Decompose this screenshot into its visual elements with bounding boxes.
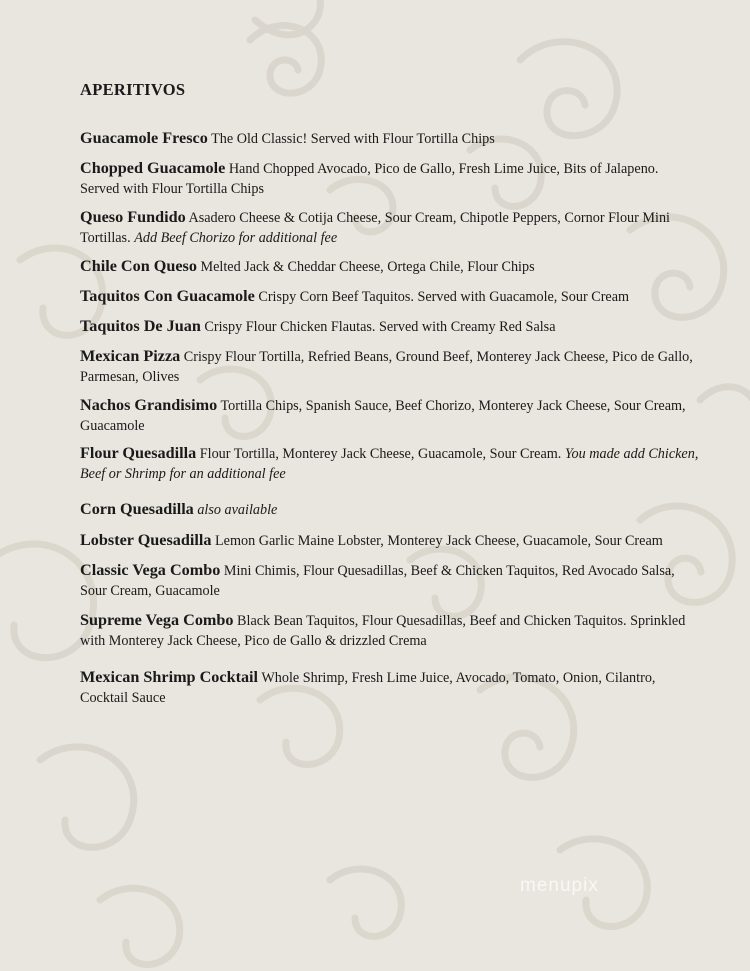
item-name: Supreme Vega Combo [80, 611, 234, 629]
item-note: Add Beef Chorizo for additional fee [134, 230, 338, 246]
item-name: Mexican Shrimp Cocktail [80, 668, 259, 686]
item-name: Chile Con Queso [80, 257, 197, 275]
menu-item-guacamole-fresco [80, 128, 700, 149]
item-description: Hand Chopped Avocado, Pico de Gallo, Fresh Lime Juice, Bits of Jalapeno. Served with Flour Tortilla Chips [80, 161, 659, 197]
item-name: Classic Vega Combo [80, 561, 221, 579]
menu-item-classic-vega-combo [80, 560, 700, 601]
item-description: The Old Classic! Served with Flour Tortilla Chips [211, 131, 495, 147]
item-description: Crispy Flour Chicken Flautas. Served with Creamy Red Salsa [204, 319, 556, 335]
menu-item-queso-fundido [80, 207, 700, 248]
menupix-watermark: menupix [520, 875, 599, 896]
item-name: Taquitos De Juan [80, 317, 201, 335]
menu-item-taquitos-de-juan [80, 316, 700, 337]
section-title: APERITIVOS [80, 80, 186, 99]
item-description: Melted Jack & Cheddar Cheese, Ortega Chile, Flour Chips [200, 259, 535, 275]
item-description: Lemon Garlic Maine Lobster, Monterey Jack Cheese, Guacamole, Sour Cream [215, 533, 663, 549]
item-name: Taquitos Con Guacamole [80, 287, 255, 305]
item-description: Crispy Corn Beef Taquitos. Served with Guacamole, Sour Cream [258, 289, 630, 305]
item-name: Flour Quesadilla [80, 444, 197, 462]
item-description: Crispy Flour Tortilla, Refried Beans, Ground Beef, Monterey Jack Cheese, Pico de Gallo, Parmesan, Olives [80, 349, 693, 385]
item-note: You made add Chicken, Beef or Shrimp for an additional fee [80, 446, 699, 482]
item-name: Chopped Guacamole [80, 159, 226, 177]
menu-item-chopped-guacamole [80, 158, 700, 199]
menu-item-nachos-grandisimo [80, 395, 700, 436]
menu-item-supreme-vega-combo [80, 610, 700, 651]
item-name: Mexican Pizza [80, 347, 181, 365]
menu-item-flour-quesadilla [80, 443, 700, 484]
item-name: Nachos Grandisimo [80, 396, 218, 414]
menu-item-taquitos-con-guacamole [80, 286, 700, 307]
menu-item-mexican-pizza [80, 346, 700, 387]
item-description: Mini Chimis, Flour Quesadillas, Beef & Chicken Taquitos, Red Avocado Salsa, Sour Cream, Guacamole [80, 563, 675, 599]
item-description: Whole Shrimp, Fresh Lime Juice, Avocado, Tomato, Onion, Cilantro, Cocktail Sauce [80, 670, 656, 706]
item-name: Guacamole Fresco [80, 129, 208, 147]
item-name: Queso Fundido [80, 208, 186, 226]
menu-item-lobster-quesadilla [80, 530, 700, 551]
item-note: also available [197, 502, 278, 518]
menu-item-mexican-shrimp-cocktail [80, 667, 700, 708]
item-description: Tortilla Chips, Spanish Sauce, Beef Chorizo, Monterey Jack Cheese, Sour Cream, Guacamole [80, 398, 686, 434]
item-name: Corn Quesadilla [80, 500, 194, 518]
item-description: Black Bean Taquitos, Flour Quesadillas, Beef and Chicken Taquitos. Sprinkled with Monterey Jack Cheese, Pico de Gallo & drizzled Crema [80, 613, 686, 649]
item-name: Lobster Quesadilla [80, 531, 212, 549]
item-description: Flour Tortilla, Monterey Jack Cheese, Guacamole, Sour Cream. [199, 446, 562, 462]
item-description: Asadero Cheese & Cotija Cheese, Sour Cream, Chipotle Peppers, Cornor Flour Mini Tortillas. [80, 210, 671, 246]
menu-item-chile-con-queso [80, 256, 700, 277]
menu-item-corn-quesadilla [80, 499, 700, 520]
